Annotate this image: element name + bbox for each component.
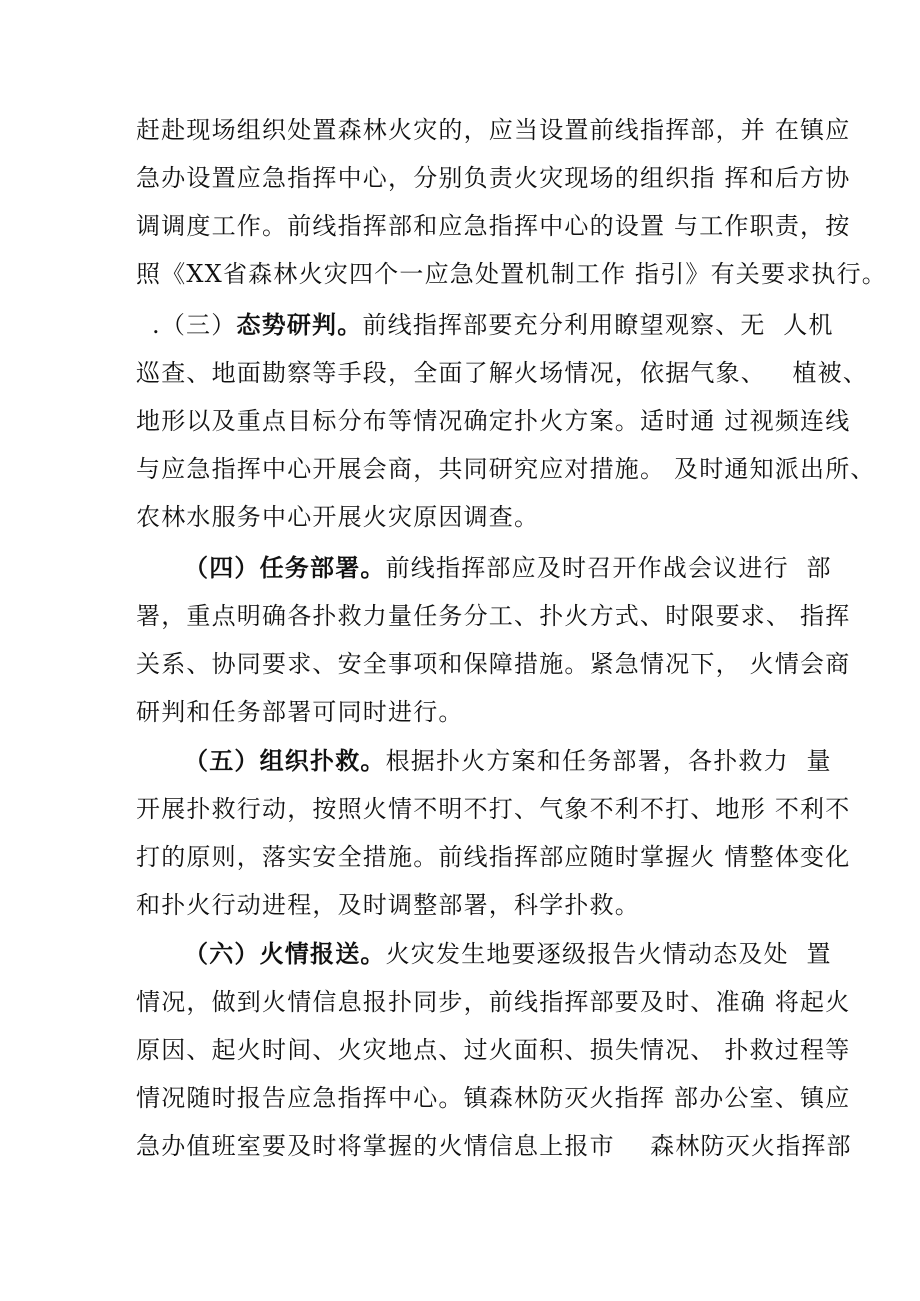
- paragraph-line: 急办值班室要及时将掌握的火情信息上报市 森林防灭火指挥部: [136, 1132, 852, 1160]
- paragraph-line: 署，重点明确各扑救力量任务分工、扑火方式、时限要求、 指挥: [136, 602, 851, 630]
- section-lead: .（三）: [152, 311, 237, 339]
- section-heading: （五）组织扑救。: [184, 746, 386, 775]
- section-heading: （四）任务部署。: [184, 553, 386, 582]
- paragraph-line: 原因、起火时间、火灾地点、过火面积、损失情况、 扑救过程等: [136, 1036, 851, 1064]
- section-heading: （六）火情报送。: [184, 939, 386, 968]
- paragraph-line: 打的原则，落实安全措施。前线指挥部应随时掌握火 情整体变化: [136, 843, 851, 871]
- paragraph-line: 与应急指挥中心开展会商，共同研究应对措施。 及时通知派出所、: [136, 455, 876, 483]
- paragraph-line: 照《XX省森林火灾四个一应急处置机制工作 指引》有关要求执行。: [136, 260, 887, 288]
- section-text: 火灾发生地要逐级报告火情动态及处 置: [385, 940, 832, 968]
- paragraph-line: 巡查、地面勘察等手段，全面了解火场情况，依据气象、 植被、: [136, 359, 869, 387]
- paragraph-line: 和扑火行动进程，及时调整部署，科学扑救。: [136, 891, 640, 919]
- paragraph-line: 调调度工作。前线指挥部和应急指挥中心的设置 与工作职责，按: [136, 212, 851, 240]
- paragraph-first-line: [152, 310, 834, 340]
- paragraph-line: 赶赴现场组织处置森林火灾的，应当设置前线指挥部，并 在镇应: [136, 116, 851, 144]
- paragraph-first-line: [184, 939, 844, 969]
- paragraph-line: 研判和任务部署可同时进行。: [136, 698, 464, 726]
- paragraph-line: 开展扑救行动，按照火情不明不打、气象不利不打、地形 不利不: [136, 795, 851, 823]
- section-heading: 态势研判。: [236, 310, 363, 339]
- paragraph-first-line: [184, 553, 844, 583]
- section-text: 根据扑火方案和任务部署，各扑救力 量: [385, 747, 832, 775]
- section-text: 前线指挥部要充分利用瞭望观察、无 人机: [362, 311, 834, 339]
- paragraph-first-line: [184, 746, 844, 776]
- paragraph-line: 关系、协同要求、安全事项和保障措施。紧急情况下， 火情会商: [136, 650, 851, 678]
- paragraph-line: 地形以及重点目标分布等情况确定扑火方案。适时通 过视频连线: [136, 407, 851, 435]
- paragraph-line: 情况随时报告应急指挥中心。镇森林防灭火指挥 部办公室、镇应: [136, 1084, 851, 1112]
- paragraph-line: 急办设置应急指挥中心，分别负责火灾现场的组织指 挥和后方协: [136, 164, 851, 192]
- paragraph-line: 情况，做到火情信息报扑同步，前线指挥部要及时、准确 将起火: [136, 988, 851, 1016]
- paragraph-line: 农林水服务中心开展火灾原因调查。: [136, 503, 540, 531]
- section-text: 前线指挥部应及时召开作战会议进行 部: [385, 554, 832, 582]
